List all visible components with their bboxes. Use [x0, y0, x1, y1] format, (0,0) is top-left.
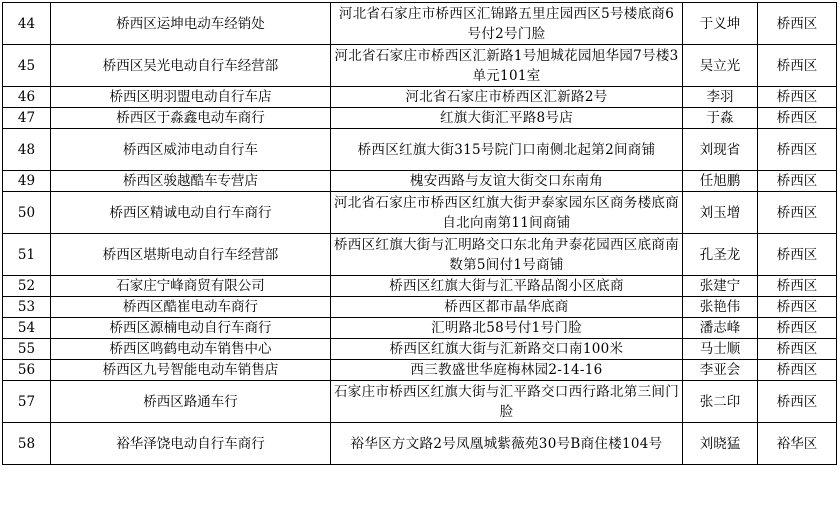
table-row	[3, 108, 837, 129]
responsible-person: 张建宁	[683, 276, 758, 297]
district: 裕华区	[758, 423, 837, 465]
district: 桥西区	[758, 108, 837, 129]
table-row	[3, 3, 837, 45]
business-address: 石家庄市桥西区红旗大街与汇平路交口西行路北第三间门脸	[331, 381, 683, 423]
row-number: 48	[3, 129, 51, 171]
row-number: 56	[3, 360, 51, 381]
responsible-person: 刘晓猛	[683, 423, 758, 465]
business-name: 桥西区精诚电动自行车商行	[51, 192, 331, 234]
table-row	[3, 129, 837, 171]
row-number: 58	[3, 423, 51, 465]
business-address: 桥西区都市晶华底商	[331, 297, 683, 318]
row-number: 57	[3, 381, 51, 423]
row-number: 44	[3, 3, 51, 45]
district: 桥西区	[758, 45, 837, 87]
responsible-person: 潘志峰	[683, 318, 758, 339]
responsible-person: 张艳伟	[683, 297, 758, 318]
row-number: 51	[3, 234, 51, 276]
table-row	[3, 318, 837, 339]
business-address: 河北省石家庄市桥西区汇新路2号	[331, 87, 683, 108]
responsible-person: 孔圣龙	[683, 234, 758, 276]
row-number: 47	[3, 108, 51, 129]
business-address: 红旗大街汇平路8号店	[331, 108, 683, 129]
business-address: 西三教盛世华庭梅林园2-14-16	[331, 360, 683, 381]
table-row	[3, 87, 837, 108]
business-address: 桥西区红旗大街与汇新路交口南100米	[331, 339, 683, 360]
business-name: 桥西区源楠电动自行车商行	[51, 318, 331, 339]
district: 桥西区	[758, 171, 837, 192]
responsible-person: 张二印	[683, 381, 758, 423]
responsible-person: 李亚会	[683, 360, 758, 381]
district: 桥西区	[758, 297, 837, 318]
table-row	[3, 339, 837, 360]
business-address: 河北省石家庄市桥西区汇锦路五里庄园西区5号楼底商6号付2号门脸	[331, 3, 683, 45]
business-name: 桥西区明羽盟电动自行车店	[51, 87, 331, 108]
business-address: 桥西区红旗大街与汇明路交口东北角尹泰花园西区底商南数第5间付1号商铺	[331, 234, 683, 276]
dealer-registry-table	[2, 2, 837, 465]
row-number: 52	[3, 276, 51, 297]
responsible-person: 于义坤	[683, 3, 758, 45]
table-row	[3, 381, 837, 423]
business-name: 桥西区鸣鹤电动车销售中心	[51, 339, 331, 360]
row-number: 54	[3, 318, 51, 339]
responsible-person: 吴立光	[683, 45, 758, 87]
business-name: 桥西区于淼鑫电动车商行	[51, 108, 331, 129]
district: 桥西区	[758, 129, 837, 171]
business-name: 桥西区九号智能电动车销售店	[51, 360, 331, 381]
responsible-person: 李羽	[683, 87, 758, 108]
district: 桥西区	[758, 318, 837, 339]
business-name: 桥西区威沛电动自行车	[51, 129, 331, 171]
row-number: 46	[3, 87, 51, 108]
responsible-person: 刘现省	[683, 129, 758, 171]
business-address: 桥西区红旗大街与汇平路品阁小区底商	[331, 276, 683, 297]
table-row	[3, 45, 837, 87]
business-name: 裕华泽饶电动自行车商行	[51, 423, 331, 465]
district: 桥西区	[758, 234, 837, 276]
business-name: 桥西区骏越酷车专营店	[51, 171, 331, 192]
business-name: 桥西区运坤电动车经销处	[51, 3, 331, 45]
responsible-person: 刘玉增	[683, 192, 758, 234]
business-name: 桥西区路通车行	[51, 381, 331, 423]
district: 桥西区	[758, 192, 837, 234]
responsible-person: 马士顺	[683, 339, 758, 360]
district: 桥西区	[758, 87, 837, 108]
business-address: 河北省石家庄市桥西区红旗大街尹泰家园东区商务楼底商自北向南第11间商铺	[331, 192, 683, 234]
responsible-person: 任旭鹏	[683, 171, 758, 192]
business-name: 石家庄宁峰商贸有限公司	[51, 276, 331, 297]
district: 桥西区	[758, 360, 837, 381]
table-row	[3, 171, 837, 192]
business-name: 桥西区堪斯电动自行车经营部	[51, 234, 331, 276]
table-row	[3, 276, 837, 297]
row-number: 55	[3, 339, 51, 360]
business-name: 桥西区吴光电动自行车经营部	[51, 45, 331, 87]
district: 桥西区	[758, 339, 837, 360]
business-address: 桥西区红旗大街315号院门口南侧北起第2间商铺	[331, 129, 683, 171]
row-number: 50	[3, 192, 51, 234]
business-name: 桥西区酷崔电动车商行	[51, 297, 331, 318]
business-address: 裕华区方文路2号凤凰城紫薇苑30号B商住楼104号	[331, 423, 683, 465]
district: 桥西区	[758, 381, 837, 423]
table-row	[3, 234, 837, 276]
table-row	[3, 297, 837, 318]
business-address: 河北省石家庄市桥西区汇新路1号旭城花园旭华园7号楼3单元101室	[331, 45, 683, 87]
table-row	[3, 192, 837, 234]
business-address: 槐安西路与友谊大街交口东南角	[331, 171, 683, 192]
district: 桥西区	[758, 276, 837, 297]
table-row	[3, 360, 837, 381]
row-number: 49	[3, 171, 51, 192]
row-number: 53	[3, 297, 51, 318]
responsible-person: 于淼	[683, 108, 758, 129]
row-number: 45	[3, 45, 51, 87]
table-row	[3, 423, 837, 465]
district: 桥西区	[758, 3, 837, 45]
business-address: 汇明路北58号付1号门脸	[331, 318, 683, 339]
